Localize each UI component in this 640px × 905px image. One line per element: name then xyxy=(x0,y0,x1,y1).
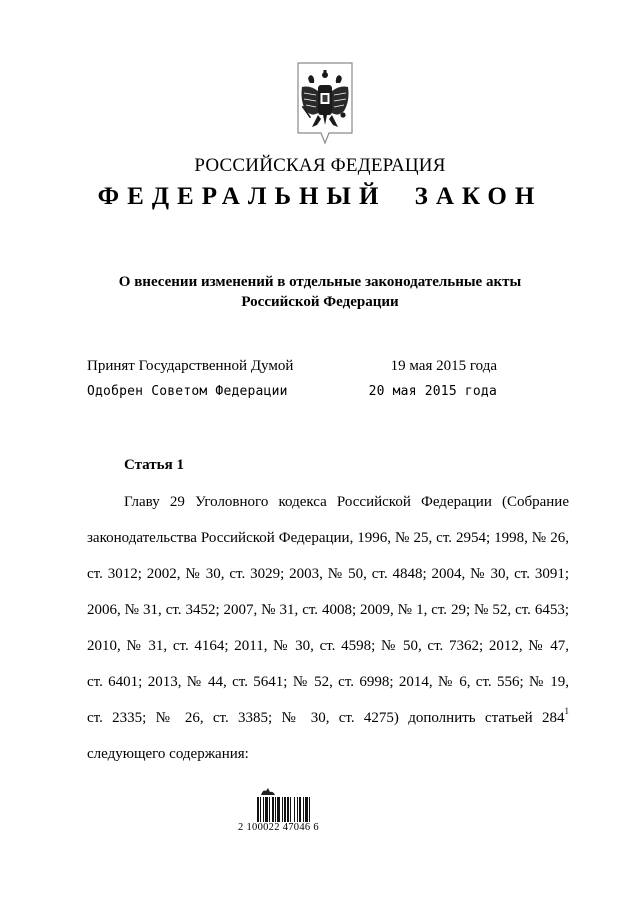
adoption-label: Принят Государственной Думой xyxy=(87,358,294,374)
barcode-bar xyxy=(263,797,264,822)
barcode-bar xyxy=(287,797,289,822)
article-line: законодательства Российской Федерации, 1996, № 25, ст. 2954; 1998, № 26, xyxy=(87,530,569,546)
article-number-superscript: 1 xyxy=(564,706,569,716)
article-line: следующего содержания: xyxy=(87,746,249,762)
barcode-bar xyxy=(297,797,298,822)
article-body xyxy=(87,484,569,772)
barcode-bar xyxy=(299,797,301,822)
barcode-bar xyxy=(294,797,295,822)
law-title-line-1: О внесении изменений в отдельные законодательные акты xyxy=(118,274,522,290)
barcode-bar xyxy=(257,797,259,822)
article-line: 2006, № 31, ст. 3452; 2007, № 31, ст. 4008; 2009, № 1, ст. 29; № 52, ст. 6453; xyxy=(87,602,569,618)
article-line-text: ст. 2335; № 26, ст. 3385; № 30, ст. 4275) дополнить статьей 284 xyxy=(87,710,565,726)
approval-date: 20 мая 2015 года xyxy=(368,384,497,399)
article-line: ст. 3012; 2002, № 30, ст. 3029; 2003, № 50, ст. 4848; 2004, № 30, ст. 3091; xyxy=(87,566,569,582)
coat-of-arms-icon xyxy=(296,61,354,145)
barcode-bar xyxy=(303,797,304,822)
barcode-bar xyxy=(260,797,261,822)
law-title-line-2: Российской Федерации xyxy=(241,294,399,310)
law-title xyxy=(0,272,640,312)
barcode-bar xyxy=(265,797,268,822)
adoption-row-duma xyxy=(87,358,497,378)
article-line: Главу 29 Уголовного кодекса Российской Федерации (Собрание xyxy=(124,494,569,510)
barcode-bar xyxy=(309,797,310,822)
barcode-bar xyxy=(269,797,270,822)
adoption-row-federation-council xyxy=(87,384,497,404)
country-name: РОССИЙСКАЯ ФЕДЕРАЦИЯ xyxy=(194,155,446,176)
barcode-number: 2 100022 47046 6 xyxy=(238,822,319,833)
barcode-bar xyxy=(290,797,291,822)
approval-label: Одобрен Советом Федерации xyxy=(87,384,288,399)
barcode-bar xyxy=(275,797,276,822)
article-line: 2010, № 31, ст. 4164; 2011, № 30, ст. 4598; № 50, ст. 7362; 2012, № 47, xyxy=(87,638,569,654)
article-line-with-superscript xyxy=(87,700,569,736)
article-line: ст. 6401; 2013, № 44, ст. 5641; № 52, ст. 6998; 2014, № 6, ст. 556; № 19, xyxy=(87,674,569,690)
barcode-bar xyxy=(284,797,286,822)
barcode-bar xyxy=(282,797,283,822)
barcode-bar xyxy=(277,797,280,822)
article-heading: Статья 1 xyxy=(124,457,184,473)
adoption-date: 19 мая 2015 года xyxy=(390,358,497,374)
barcode-bar xyxy=(305,797,308,822)
document-type-heading: ФЕДЕРАЛЬНЫЙ ЗАКОН xyxy=(97,183,543,210)
barcode-bar xyxy=(272,797,274,822)
